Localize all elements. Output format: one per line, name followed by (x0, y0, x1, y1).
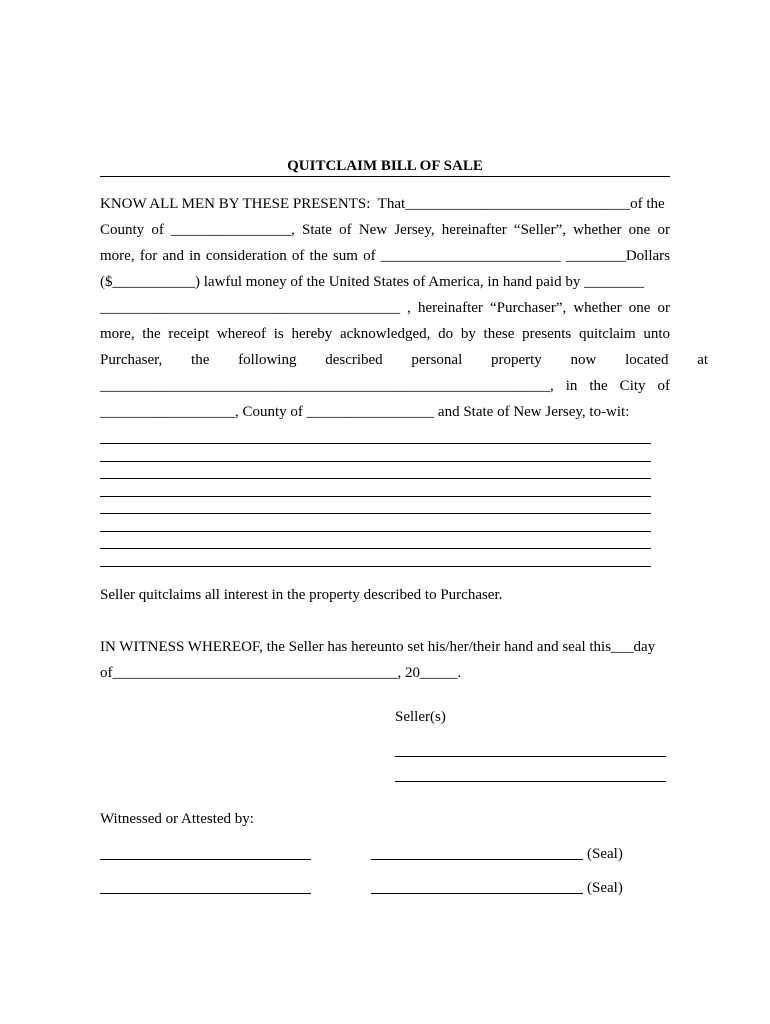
seal-label: (Seal) (587, 846, 623, 862)
description-line (100, 496, 651, 497)
description-line (100, 548, 651, 549)
document-title: QUITCLAIM BILL OF SALE (287, 158, 483, 174)
description-line (100, 443, 651, 444)
quitclaim-statement: Seller quitclaims all interest in the property described to Purchaser. (100, 587, 503, 603)
body-line-4: ($___________) lawful money of the United States of America, in hand paid by ________ (100, 274, 645, 290)
body-line-1: KNOW ALL MEN BY THESE PRESENTS: That______________________________of the (100, 196, 665, 212)
witness-line-1: IN WITNESS WHEREOF, the Seller has hereunto set his/her/their hand and seal this___day (100, 639, 656, 655)
seal-signature-line (371, 893, 583, 894)
description-line (100, 513, 651, 514)
description-line (100, 478, 651, 479)
witnessed-label: Witnessed or Attested by: (100, 811, 254, 827)
seller-signature-line (395, 781, 666, 782)
body-line-9: __________________, County of _________________ and State of New Jersey, to-wit: (100, 404, 630, 420)
description-line (100, 531, 651, 532)
body-line-8: ____________________________________________________________, in the City of (100, 378, 670, 394)
body-line-7: Purchaser, the following described personal property now located at (100, 352, 709, 368)
body-line-5: ________________________________________ , hereinafter “Purchaser”, whether one or (100, 300, 670, 316)
witness-line-2: of______________________________________, 20_____. (100, 665, 462, 681)
witness-signature-line (100, 893, 311, 894)
body-line-6: more, the receipt whereof is hereby acknowledged, do by these presents quitclaim unto (100, 326, 670, 342)
seller-signature-line (395, 756, 666, 757)
title-rule (100, 176, 670, 177)
description-line (100, 461, 651, 462)
body-line-2: County of ________________, State of New Jersey, hereinafter “Seller”, whether one or (100, 222, 670, 238)
seal-label: (Seal) (587, 880, 623, 896)
body-line-3: more, for and in consideration of the sum of ________________________ ________Dollars (100, 248, 670, 264)
description-line (100, 566, 651, 567)
witness-signature-line (100, 859, 311, 860)
seal-signature-line (371, 859, 583, 860)
seller-label: Seller(s) (395, 709, 446, 725)
